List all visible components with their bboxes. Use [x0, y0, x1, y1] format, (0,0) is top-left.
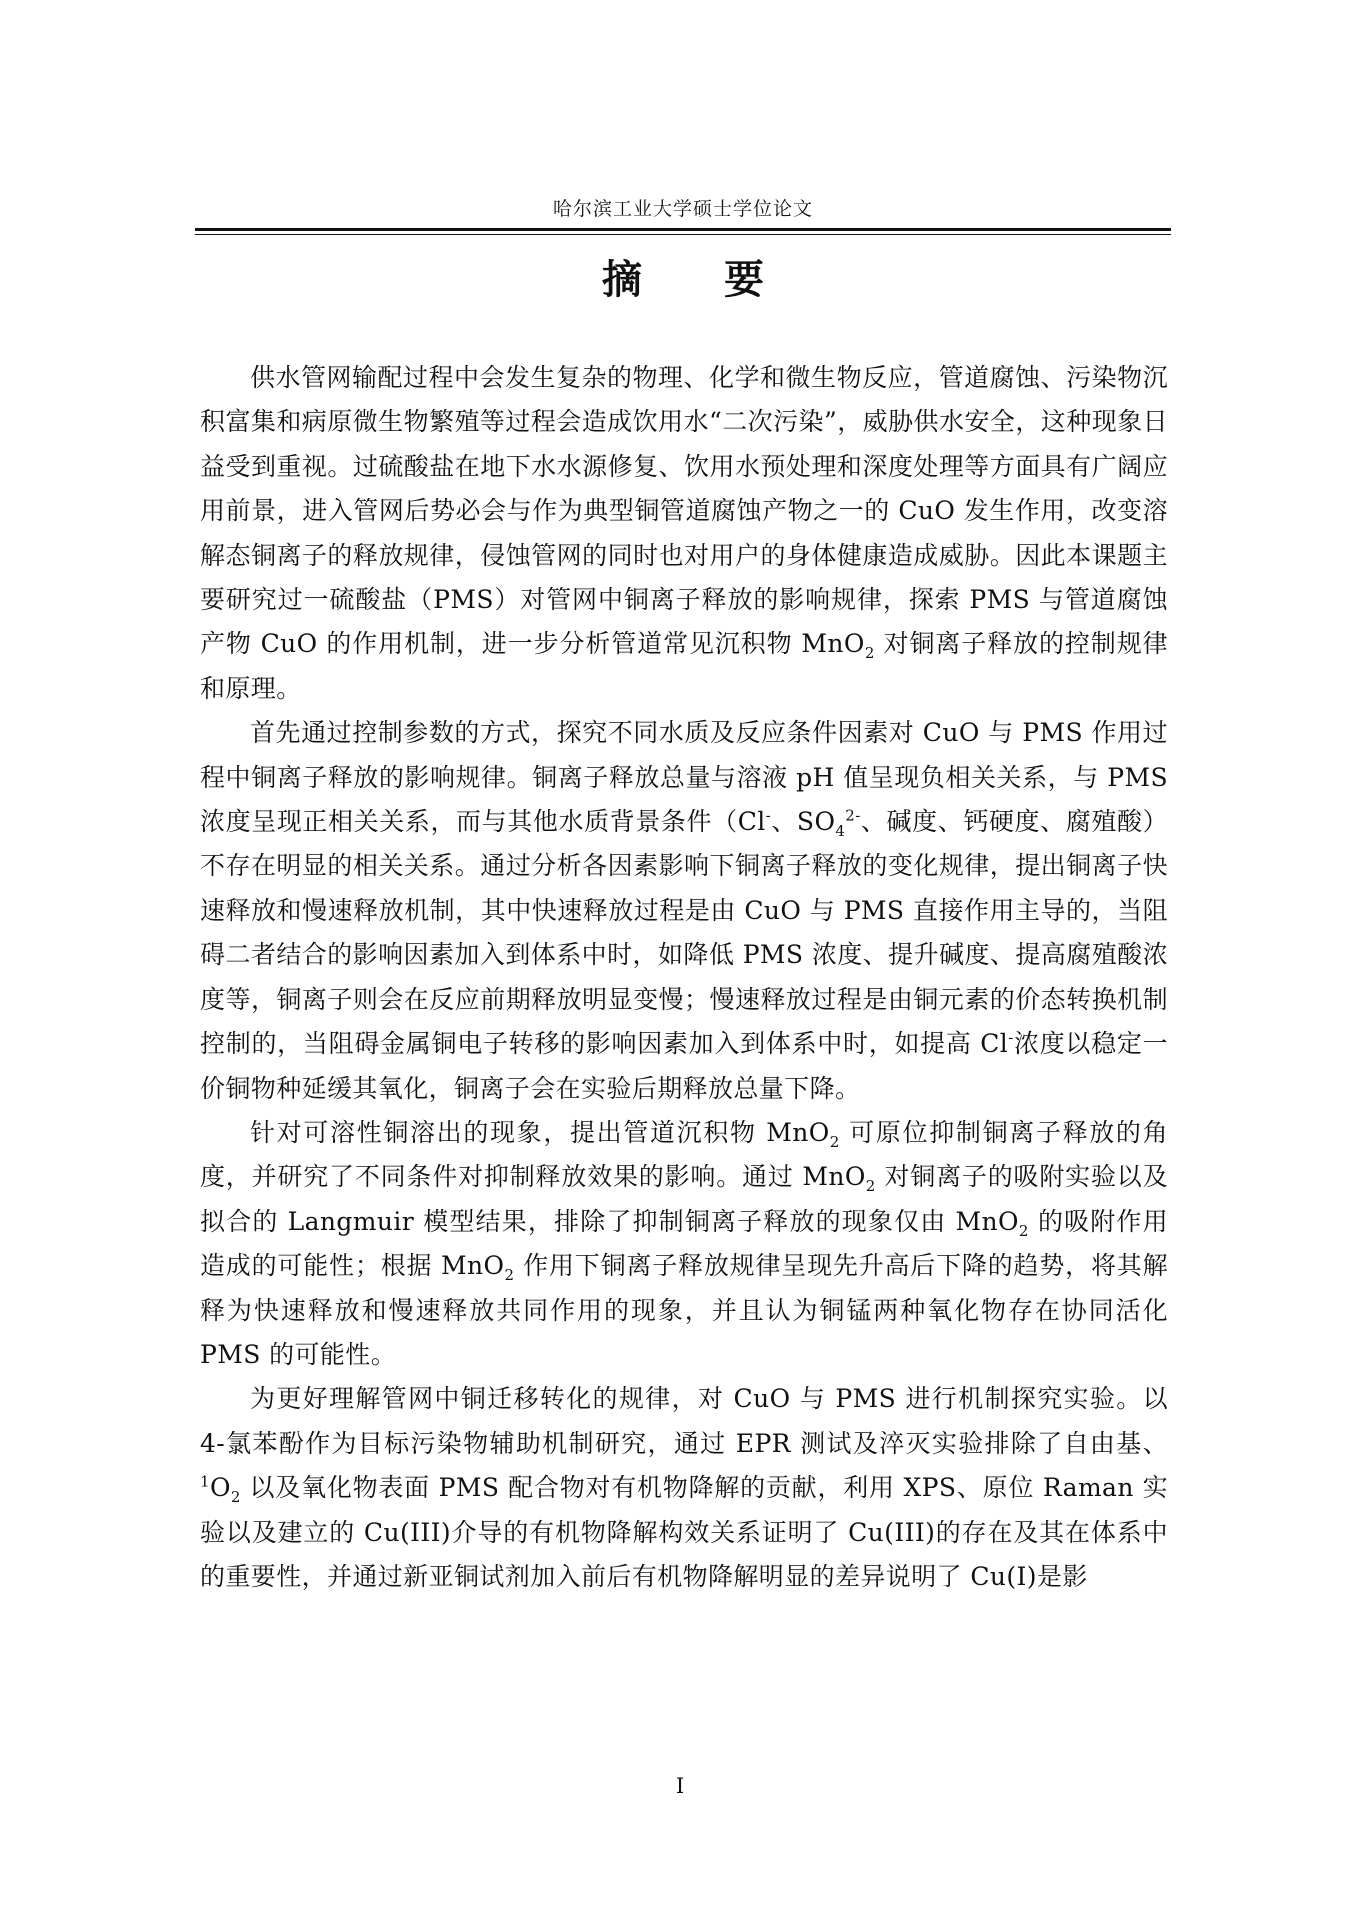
- running-header: 哈尔滨工业大学硕士学位论文: [552, 198, 813, 220]
- abstract-title: 摘 要: [602, 257, 798, 303]
- text-sub: 2: [504, 1266, 515, 1285]
- text-run: 首先通过控制参数的方式，探究不同水质及反应条件因素对 CuO 与 PMS 作用过程中铜离子释放的影响规律。铜离子释放总量与溶液 pH 值呈现负相关关系，与 PMS 浓度呈现正相关关系，而与其他水质背景条件（Cl: [200, 718, 1168, 837]
- text-sub: 2: [1018, 1221, 1029, 1240]
- text-sub: 2: [230, 1488, 241, 1507]
- text-run: 对铜离子的吸附实验以及拟合的 Langmuir 模型结果，排除了抑制铜离子释放的现象仅由 MnO: [200, 1162, 1168, 1236]
- abstract-paragraph-4: [200, 1377, 1168, 1599]
- text-run: 针对可溶性铜溶出的现象，提出管道沉积物 MnO: [250, 1117, 830, 1147]
- text-run: 为更好理解管网中铜迁移转化的规律，对 CuO 与 PMS 进行机制探究实验。以 4-氯苯酚作为目标污染物辅助机制研究，通过 EPR 测试及淬灭实验排除了自由基、: [200, 1384, 1168, 1458]
- text-run: 供水管网输配过程中会发生复杂的物理、化学和微生物反应，管道腐蚀、污染物沉积富集和病原微生物繁殖等过程会造成饮用水“二次污染”，威胁供水安全，这种现象日益受到重视。过硫酸盐在地下水水源修复、饮用水预处理和深度处理等方面具有广阔应用前景，进入管网后势必会与作为典型铜管道腐蚀产物之一的 CuO 发生作用，改变溶解态铜离子的释放规律，侵蚀管网的同时也对用户的身体健康造成威胁。因此本课题主要研究过一硫酸盐（PMS）对管网中铜离子释放的影响规律，探索 PMS 与管道腐蚀产物 CuO 的作用机制，进一步分析管道常见沉积物 MnO: [200, 363, 1168, 659]
- text-run: 浓度以稳定一价铜物种延缓其氧化，铜离子会在实验后期释放总量下降。: [200, 1029, 1168, 1103]
- text-run: 、碱度、钙硬度、腐殖酸）不存在明显的相关关系。通过分析各因素影响下铜离子释放的变化规律，提出铜离子快速释放和慢速释放机制，其中快速释放过程是由 CuO 与 PMS 直接作用主导的，当阻碍二者结合的影响因素加入到体系中时，如降低 PMS 浓度、提升碱度、提高腐殖酸浓度等，铜离子则会在反应前期释放明显变慢；慢速释放过程是由铜元素的价态转换机制控制的，当阻碍金属铜电子转移的影响因素加入到体系中时，如提高 Cl: [200, 807, 1168, 1059]
- text-sub: 2: [829, 1132, 840, 1151]
- text-run: 、SO: [771, 807, 836, 837]
- abstract-body: [200, 356, 1168, 1599]
- abstract-paragraph-2: [200, 711, 1168, 1111]
- header-rule-thin: [195, 234, 1171, 235]
- text-run: 可原位抑制铜离子释放的角度，并研究了不同条件对抑制释放效果的影响。通过 MnO: [200, 1117, 1168, 1192]
- text-sup: -: [765, 806, 772, 825]
- abstract-paragraph-3: [200, 1111, 1168, 1377]
- text-sup: -: [1008, 1028, 1014, 1047]
- text-run: 以及氧化物表面 PMS 配合物对有机物降解的贡献，利用 XPS、原位 Raman 实验以及建立的 Cu(III)介导的有机物降解构效关系证明了 Cu(III)的存在及其在体系中的重要性，并通过新亚铜试剂加入前后有机物降解明显的差异说明了 Cu(I)是影: [200, 1473, 1168, 1591]
- text-run: 的吸附作用造成的可能性；根据 MnO: [200, 1206, 1168, 1281]
- text-run: 对铜离子释放的控制规律和原理。: [200, 629, 1168, 703]
- text-sub: 2: [864, 644, 875, 663]
- text-sup: 1: [200, 1472, 210, 1491]
- text-run: 作用下铜离子释放规律呈现先升高后下降的趋势，将其解释为快速释放和慢速释放共同作用的现象，并且认为铜锰两种氧化物存在协同活化 PMS 的可能性。: [200, 1251, 1169, 1369]
- text-sub: 4: [835, 822, 846, 841]
- abstract-paragraph-1: [200, 356, 1168, 711]
- text-run: O: [209, 1473, 231, 1503]
- header-rule-thick: [195, 228, 1171, 231]
- text-sup: 2-: [845, 806, 861, 825]
- text-sub: 2: [865, 1177, 876, 1196]
- page-number: I: [675, 1774, 685, 1798]
